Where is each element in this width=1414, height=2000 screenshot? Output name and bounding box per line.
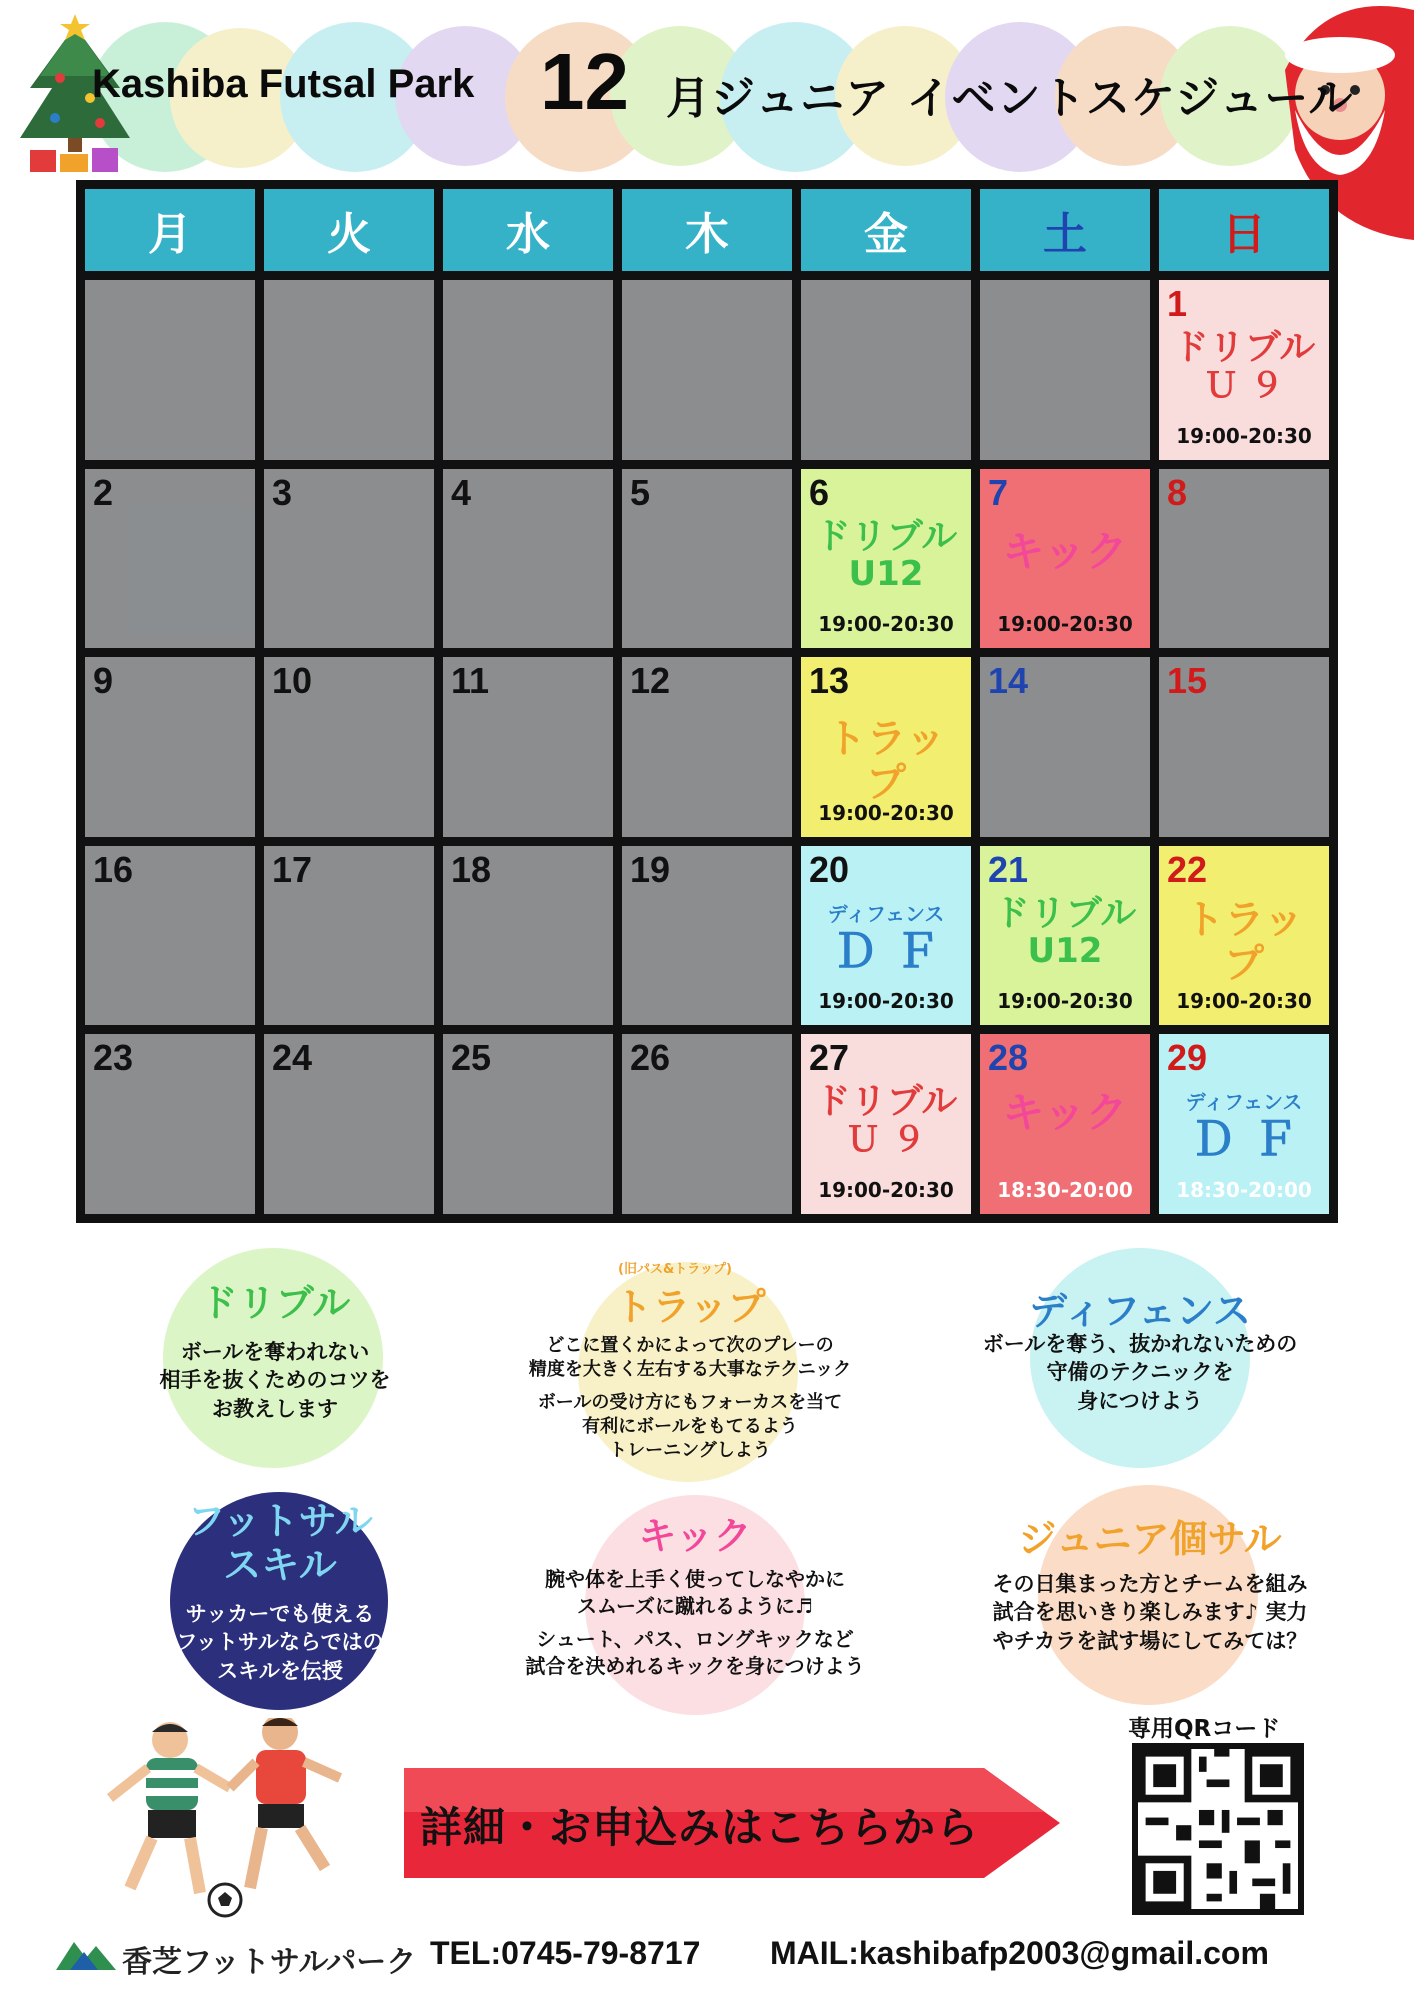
desc-line: お教えします [212,1396,338,1421]
skill-title [130,1500,430,1587]
desc-line: 有利にボールをもてるよう [582,1415,798,1437]
event-time: 19:00-20:30 [818,1178,954,1202]
event-time: 19:00-20:30 [818,800,954,825]
day-22-event[interactable] [1159,846,1329,1026]
schedule-title: 月ジュニア イベントスケジュール [666,73,1354,124]
skill-title-line: スキル [223,1542,337,1587]
desc-line: スムーズに蹴れるように♬ [577,1594,813,1618]
day-cell [980,657,1150,837]
event-time: 18:30-20:00 [997,1178,1133,1202]
day-empty [801,280,971,460]
day-number: 21 [988,848,1029,890]
kick-description [480,1566,910,1680]
event-time: 19:00-20:30 [818,989,954,1014]
desc-line: やチカラを試す場にしてみては？ [992,1628,1308,1653]
day-number: 17 [272,848,313,890]
weekday-tue: 火 [264,189,434,271]
day-cell [622,1034,792,1214]
event-age: Ｕ ９ [1204,365,1284,406]
day-number: 14 [988,660,1029,702]
event-name: Ｄ Ｆ [1189,1112,1298,1167]
desc-line: シュート、パス、ロングキックなど [536,1627,854,1651]
day-number: 23 [93,1037,134,1079]
event-label: ディフェンス [827,901,945,926]
event-label: ディフェンス [1185,1090,1303,1115]
event-name: キック [1002,526,1128,576]
weekday-sat: 土 [980,189,1150,271]
skill-description [130,1600,430,1685]
day-number: 4 [451,471,472,513]
defense-title: ディフェンス [1029,1289,1251,1333]
day-20-event[interactable] [801,846,971,1026]
qr-pattern [1138,1749,1298,1909]
trap-title: トラップ [614,1285,766,1329]
dribble-title: ドリブル [199,1281,351,1325]
day-cell [264,657,434,837]
weekday-wed: 水 [443,189,613,271]
day-cell [264,469,434,649]
day-empty [85,280,255,460]
day-number: 24 [272,1037,313,1079]
day-cell [622,657,792,837]
day-7-event[interactable] [980,469,1150,649]
day-number: 9 [93,660,114,702]
event-name: トラップ [826,716,946,807]
day-number: 11 [451,660,490,702]
day-number: 18 [451,848,492,890]
event-time: 19:00-20:30 [997,989,1133,1014]
junior-description [950,1570,1350,1655]
day-number: 12 [630,660,671,702]
day-number: 25 [451,1037,492,1079]
day-number: 26 [630,1037,671,1079]
desc-line: その日集まった方とチームを組み [992,1572,1308,1596]
event-age: U12 [1027,931,1103,972]
day-cell [85,1034,255,1214]
junior-title: ジュニア個サル [1018,1517,1282,1561]
qr-code[interactable] [1132,1743,1304,1915]
desc-line: 守備のテクニックを [1046,1360,1234,1385]
day-13-event[interactable] [801,657,971,837]
weekday-sun: 日 [1159,189,1329,271]
event-time: 19:00-20:30 [1176,989,1312,1014]
desc-line: ボールを奪う、抜かれないための [982,1332,1298,1356]
day-1-event[interactable] [1159,280,1329,460]
calendar-grid [76,180,1338,1223]
day-cell [622,846,792,1026]
trap-note: (旧パス&トラップ) [618,1262,732,1277]
desc-line: フットサルならではの [176,1630,384,1655]
event-name: Ｄ Ｆ [831,923,940,978]
weekday-fri: 金 [801,189,971,271]
desc-line: 試合を思いきり楽しみます♪ 実力 [992,1600,1308,1625]
day-number: 28 [988,1037,1029,1079]
day-number: 16 [93,848,134,890]
weekday-mon: 月 [85,189,255,271]
day-29-event[interactable] [1159,1034,1329,1214]
mail[interactable]: MAIL:kashibafp2003@gmail.com [770,1935,1269,1971]
park-name: Kashiba Futsal Park [92,62,475,106]
desc-line: トレーニングしよう [609,1440,771,1462]
event-name: ドリブル [1172,327,1316,368]
day-number: 29 [1167,1037,1208,1079]
soccer-players-illustration [90,1718,370,1918]
day-cell [1159,657,1329,837]
day-number: 2 [93,471,114,513]
kashiba-logo-icon [56,1934,116,1974]
day-cell [443,657,613,837]
day-number: 13 [809,660,850,702]
day-number: 7 [988,471,1009,513]
tel[interactable]: TEL:0745-79-8717 [430,1935,701,1971]
day-number: 6 [809,471,830,513]
day-cell [443,469,613,649]
day-number: 27 [809,1037,850,1079]
day-cell [264,846,434,1026]
day-cell [443,1034,613,1214]
day-cell [1159,469,1329,649]
desc-line: 試合を決めれるキックを身につけよう [525,1654,865,1678]
day-number: 10 [272,660,313,702]
event-age: U12 [848,554,924,595]
day-number: 22 [1167,848,1208,890]
skill-title-line: フットサル [187,1499,373,1543]
apply-arrow-text[interactable]: 詳細・お申込みはこちらから [420,1803,980,1852]
day-cell [85,469,255,649]
day-cell [85,846,255,1026]
desc-line: 相手を抜くためのコツを [159,1368,391,1393]
event-name: キック [1002,1088,1128,1138]
desc-line: スキルを伝授 [217,1658,343,1683]
month-number: 12 [540,37,629,126]
kick-title: キック [638,1514,752,1558]
dribble-description [110,1338,440,1423]
day-cell [622,469,792,649]
kashiba-logo-text: 香芝フットサルパーク [122,1945,417,1980]
day-6-event[interactable] [801,469,971,649]
event-time: 19:00-20:30 [818,612,954,637]
event-name: トラップ [1184,896,1304,987]
defense-description [940,1330,1340,1415]
event-time: 18:30-20:00 [1176,1178,1312,1202]
event-age: Ｕ ９ [846,1119,926,1160]
event-time: 19:00-20:30 [1176,423,1312,448]
event-time: 19:00-20:30 [997,612,1133,637]
day-number: 20 [809,848,850,890]
event-name: ドリブル [814,1081,958,1123]
day-21-event[interactable] [980,846,1150,1026]
day-cell [264,1034,434,1214]
day-number: 8 [1167,471,1188,513]
event-name: ドリブル [814,515,958,557]
day-28-event[interactable] [980,1034,1150,1214]
qr-label: 専用QRコード [1128,1716,1281,1742]
day-number: 5 [630,471,651,513]
weekday-thu: 木 [622,189,792,271]
day-number: 3 [272,471,293,513]
desc-line: どこに置くかによって次のプレーの [546,1335,834,1356]
desc-line: 精度を大きく左右する大事なテクニック [528,1359,852,1381]
trap-description [490,1334,890,1463]
desc-line: 腕や体を上手く使ってしなやかに [545,1567,845,1591]
desc-line: サッカーでも使える [185,1602,375,1626]
desc-line: 身につけよう [1077,1388,1203,1413]
day-empty [264,280,434,460]
day-number: 15 [1167,660,1208,702]
day-empty [980,280,1150,460]
day-cell [85,657,255,837]
desc-line: ボールを奪われない [180,1340,370,1364]
day-cell [443,846,613,1026]
day-empty [443,280,613,460]
day-27-event[interactable] [801,1034,971,1214]
day-number: 1 [1167,283,1188,324]
event-name: ドリブル [993,892,1137,934]
day-empty [622,280,792,460]
day-number: 19 [630,848,671,890]
desc-line: ボールの受け方にもフォーカスを当て [537,1391,843,1413]
